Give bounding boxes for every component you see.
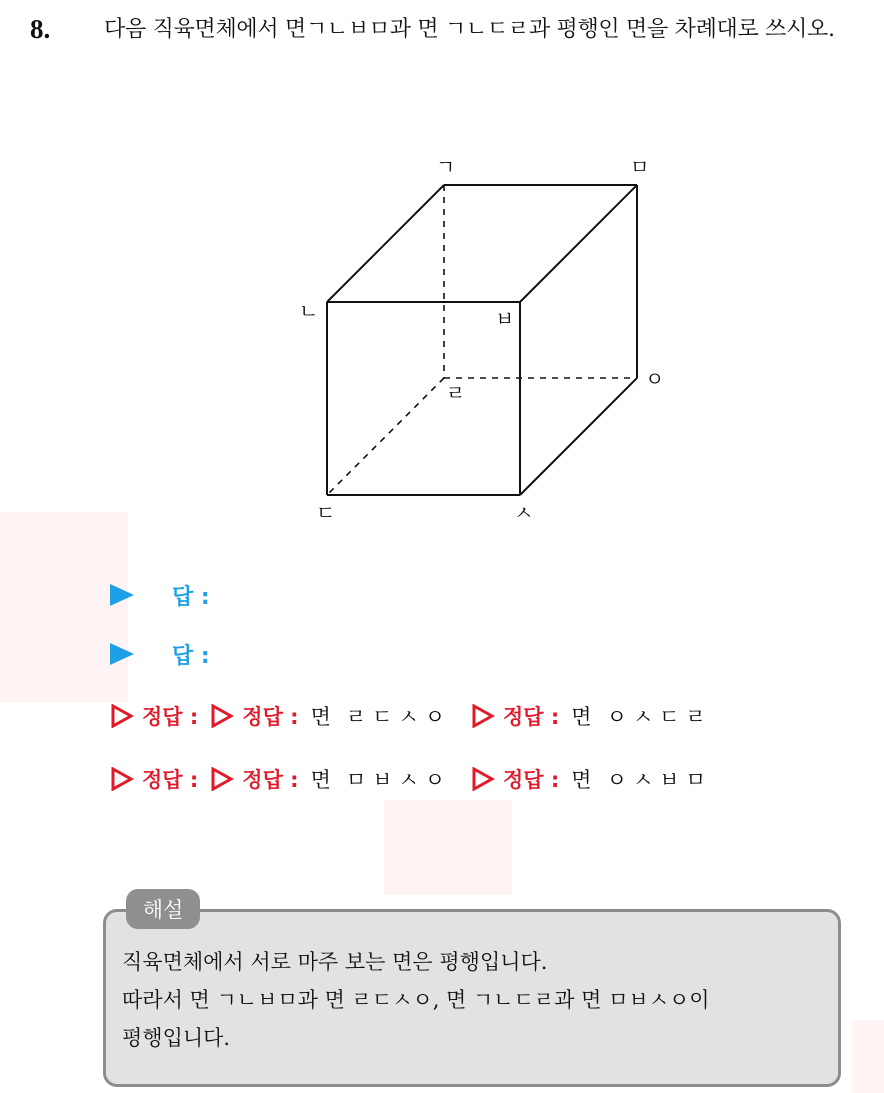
explanation-text (122, 943, 832, 1057)
cuboid-figure (290, 150, 670, 530)
correct-value: 면 ㅇㅅㄷㄹ (571, 705, 712, 729)
edge (520, 378, 637, 495)
correct-value: 면 ㅁㅂㅅㅇ (310, 768, 452, 792)
explanation-tag: 해설 (126, 889, 200, 929)
correct-label: 정답 : (242, 768, 299, 792)
correct-label: 정답 : (503, 705, 560, 729)
answer-label: 답 : (172, 643, 210, 669)
correct-answer-item (210, 764, 471, 794)
question-number: 8. (30, 14, 51, 44)
answer-prompt-2 (110, 637, 210, 671)
hidden-edge (327, 378, 444, 495)
outline-triangle-icon (471, 704, 495, 728)
vertex-label-top-back-left: ㄱ (436, 155, 456, 179)
vertex-label-top-back-right: ㅁ (630, 155, 650, 179)
background-patch (852, 1020, 884, 1093)
vertex-label-bottom-back-left: ㄹ (446, 381, 466, 405)
correct-label: 정답 : (142, 705, 199, 729)
play-triangle-icon (110, 584, 134, 606)
correct-value: 면 ㄹㄷㅅㅇ (310, 705, 452, 729)
edge (327, 185, 444, 302)
correct-answer-item (210, 701, 471, 731)
answer-label: 답 : (172, 584, 210, 610)
correct-value: 면 ㅇㅅㅂㅁ (571, 768, 712, 792)
correct-label: 정답 : (242, 705, 299, 729)
outline-triangle-icon (110, 704, 134, 728)
correct-answer-row-1 (110, 699, 732, 733)
correct-answer-item (471, 764, 732, 794)
vertex-label-top-front-right: ㅂ (495, 307, 515, 331)
explanation-line: 직육면체에서 서로 마주 보는 면은 평행입니다. (122, 950, 548, 974)
outline-triangle-icon (110, 767, 134, 791)
vertex-label-bottom-front-right: ㅅ (514, 501, 534, 525)
outline-triangle-icon (210, 704, 234, 728)
correct-answer-item (110, 764, 210, 794)
outline-triangle-icon (471, 767, 495, 791)
vertex-label-bottom-front-left: ㄷ (316, 501, 336, 525)
correct-answer-row-2 (110, 762, 732, 796)
answer-prompt-1 (110, 578, 210, 612)
correct-label: 정답 : (503, 768, 560, 792)
explanation-line: 평행입니다. (122, 1026, 231, 1050)
outline-triangle-icon (210, 767, 234, 791)
background-patch (384, 800, 512, 895)
play-triangle-icon (110, 643, 134, 665)
correct-answer-item (471, 701, 732, 731)
vertex-label-top-front-left: ㄴ (299, 299, 319, 323)
explanation-line: 따라서 면 ㄱㄴㅂㅁ과 면 ㄹㄷㅅㅇ, 면 ㄱㄴㄷㄹ과 면 ㅁㅂㅅㅇ이 (122, 988, 710, 1012)
vertex-label-bottom-back-right: ㅇ (645, 367, 665, 391)
question-text: 다음 직육면체에서 면ㄱㄴㅂㅁ과 면 ㄱㄴㄷㄹ과 평행인 면을 차례대로 쓰시오. (104, 17, 835, 42)
edge (520, 185, 637, 302)
correct-label: 정답 : (142, 768, 199, 792)
background-patch (0, 512, 128, 702)
correct-answer-item (110, 701, 210, 731)
